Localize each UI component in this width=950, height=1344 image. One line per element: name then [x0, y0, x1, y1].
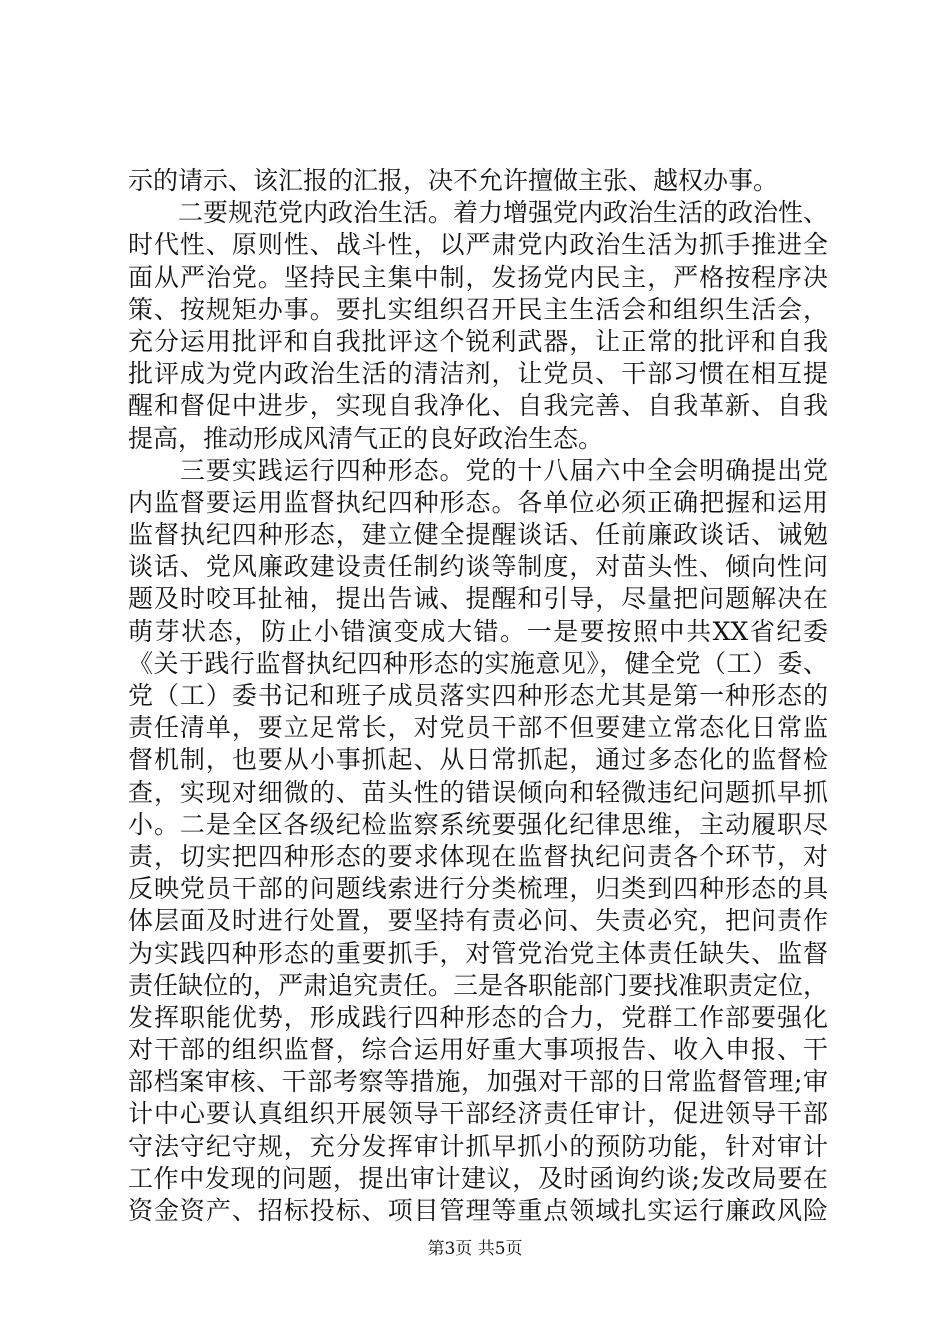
text-line: 对干部的组织监督，综合运用好重大事项报告、收入申报、干 [128, 1035, 828, 1065]
text-line: 题及时咬耳扯袖，提出告诫、提醒和引导，尽量把问题解决在 [128, 584, 828, 614]
document-body [128, 165, 828, 1227]
text-line: 责任清单，要立足常长，对党员干部不但要建立常态化日常监 [128, 713, 828, 743]
page-footer: 第3页 共5页 [427, 1239, 523, 1259]
text-line: 策、按规矩办事。要扎实组织召开民主生活会和组织生活会， [128, 294, 828, 324]
text-line: 内监督要运用监督执纪四种形态。各单位必须正确把握和运用 [128, 487, 828, 517]
text-line: 监督执纪四种形态，建立健全提醒谈话、任前廉政谈话、诫勉 [128, 520, 828, 550]
text-line: 督机制，也要从小事抓起、从日常抓起，通过多态化的监督检 [128, 745, 828, 775]
text-line: 提高，推动形成风清气正的良好政治生态。 [128, 423, 604, 453]
text-line: 谈话、党风廉政建设责任制约谈等制度，对苗头性、倾向性问 [128, 552, 828, 582]
text-line: 计中心要认真组织开展领导干部经济责任审计，促进领导干部 [128, 1099, 828, 1129]
text-line: 工作中发现的问题，提出审计建议，及时函询约谈;发改局要在 [128, 1163, 828, 1193]
text-line: 小。二是全区各级纪检监察系统要强化纪律思维，主动履职尽 [128, 809, 828, 839]
text-line: 示的请示、该汇报的汇报，决不允许擅做主张、越权办事。 [128, 166, 779, 195]
text-line: 反映党员干部的问题线索进行分类梳理，归类到四种形态的具 [128, 874, 828, 904]
text-line: 充分运用批评和自我批评这个锐利武器，让正常的批评和自我 [128, 326, 828, 356]
text-line: 《关于践行监督执纪四种形态的实施意见》，健全党（工）委、 [128, 648, 828, 678]
text-line: 部档案审核、干部考察等措施，加强对干部的日常监督管理;审 [128, 1067, 828, 1097]
text-line: 时代性、原则性、战斗性，以严肃党内政治生活为抓手推进全 [128, 230, 828, 260]
text-line: 萌芽状态，防止小错演变成大错。一是要按照中共XX省纪委 [128, 616, 828, 646]
text-line: 三要实践运行四种形态。党的十八届六中全会明确提出党 [128, 455, 828, 485]
text-line: 为实践四种形态的重要抓手，对管党治党主体责任缺失、监督 [128, 938, 828, 968]
text-line: 查，实现对细微的、苗头性的错误倾向和轻微违纪问题抓早抓 [128, 777, 828, 807]
text-line: 面从严治党。坚持民主集中制，发扬党内民主，严格按程序决 [128, 262, 828, 292]
text-line: 批评成为党内政治生活的清洁剂，让党员、干部习惯在相互提 [128, 359, 828, 389]
text-line: 发挥职能优势，形成践行四种形态的合力，党群工作部要强化 [128, 1002, 828, 1032]
text-line: 责任缺位的，严肃追究责任。三是各职能部门要找准职责定位， [128, 970, 828, 1000]
text-line: 责，切实把四种形态的要求体现在监督执纪问责各个环节，对 [128, 841, 828, 871]
text-line: 醒和督促中进步，实现自我净化、自我完善、自我革新、自我 [128, 391, 828, 421]
text-line: 守法守纪守规，充分发挥审计抓早抓小的预防功能，针对审计 [128, 1131, 828, 1161]
text-line: 二要规范党内政治生活。着力增强党内政治生活的政治性、 [128, 198, 828, 228]
text-line: 体层面及时进行处置，要坚持有责必问、失责必究，把问责作 [128, 906, 828, 936]
text-line: 党（工）委书记和班子成员落实四种形态尤其是第一种形态的 [128, 681, 828, 710]
text-line: 资金资产、招标投标、项目管理等重点领域扎实运行廉政风险 [128, 1196, 828, 1225]
